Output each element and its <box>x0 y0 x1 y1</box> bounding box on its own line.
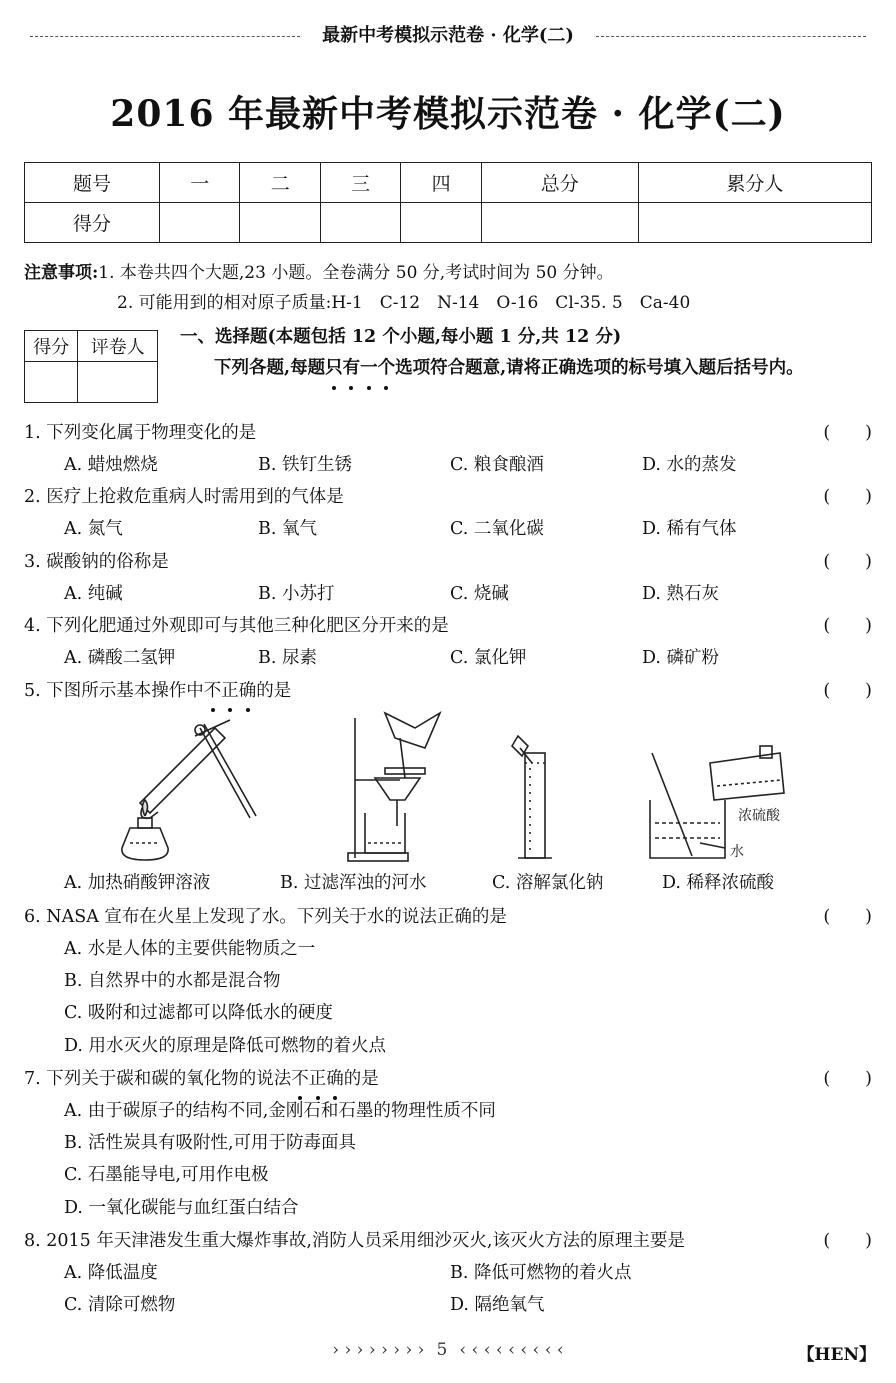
footer-arrows-left: › › › › › › › › <box>332 1340 425 1360</box>
option[interactable]: C. 清除可燃物 <box>64 1295 176 1315</box>
instr-text: 下列各题,每题 <box>214 358 326 378</box>
label-water: 水 <box>730 844 744 860</box>
question-text: 1. 下列变化属于物理变化的是 <box>24 423 257 443</box>
question-text: 2. 医疗上抢救危重病人时需用到的气体是 <box>24 487 344 507</box>
option[interactable]: D. 水的蒸发 <box>642 455 737 475</box>
figure-d-dilution <box>650 746 784 858</box>
score-header-cell: 题号 <box>25 163 160 203</box>
page-number: 5 <box>436 1340 448 1360</box>
answer-blank[interactable]: ( ) <box>823 907 872 927</box>
emphasis-char: 不 <box>204 676 222 706</box>
option[interactable]: A. 磷酸二氢钾 <box>64 648 176 668</box>
notes-item: 1. 本卷共四个大题,23 小题。全卷满分 50 分,考试时间为 50 分钟。 <box>98 263 614 283</box>
option[interactable]: C. 粮食酿酒 <box>450 455 544 475</box>
grader-score-label: 得分 <box>25 331 78 362</box>
grader-box <box>24 330 158 403</box>
option[interactable]: C. 氯化钾 <box>450 648 527 668</box>
score-header-cell: 累分人 <box>638 163 871 203</box>
header-rule-right <box>596 36 866 37</box>
option[interactable]: D. 稀有气体 <box>642 519 737 539</box>
figure-a-heating <box>122 720 256 860</box>
emphasis-char: 一 <box>360 353 378 384</box>
score-row-label: 得分 <box>25 203 160 243</box>
instr-emphasis <box>325 358 395 378</box>
label-acid: 浓硫酸 <box>738 808 780 824</box>
question-3 <box>24 547 872 577</box>
score-cell[interactable] <box>240 203 320 243</box>
question-8 <box>24 1226 872 1256</box>
grader-score-cell[interactable] <box>25 362 78 403</box>
answer-blank[interactable]: ( ) <box>823 1231 872 1251</box>
answer-blank[interactable]: ( ) <box>823 552 872 572</box>
option[interactable]: A. 蜡烛燃烧 <box>64 455 158 475</box>
footer-arrows-right: ‹ ‹ ‹ ‹ ‹ ‹ ‹ ‹ ‹ <box>459 1340 564 1360</box>
option[interactable]: C. 石墨能导电,可用作电极 <box>64 1165 269 1185</box>
option[interactable]: D. 一氧化碳能与血红蛋白结合 <box>64 1198 299 1218</box>
score-header-cell: 三 <box>320 163 400 203</box>
question-text: 4. 下列化肥通过外观即可与其他三种化肥区分开来的是 <box>24 616 449 636</box>
option[interactable]: B. 尿素 <box>258 648 317 668</box>
page-title: 2016 年最新中考模拟示范卷 · 化学(二) <box>110 93 786 135</box>
instr-text: 选项符合题意,请将正确选项的标号填入题后括号内。 <box>395 358 804 378</box>
answer-blank[interactable]: ( ) <box>823 1069 872 1089</box>
question-4 <box>24 611 872 641</box>
answer-blank[interactable]: ( ) <box>823 616 872 636</box>
score-header-cell: 一 <box>160 163 240 203</box>
answer-blank[interactable]: ( ) <box>823 423 872 443</box>
option[interactable]: C. 溶解氯化钠 <box>492 873 604 893</box>
option[interactable]: C. 二氧化碳 <box>450 519 544 539</box>
grader-name-label: 评卷人 <box>78 331 158 362</box>
option[interactable]: B. 降低可燃物的着火点 <box>450 1263 632 1283</box>
emphasis-char: 只 <box>325 353 343 384</box>
option[interactable]: A. 由于碳原子的结构不同,金刚石和石墨的物理性质不同 <box>64 1101 496 1121</box>
option[interactable]: A. 水是人体的主要供能物质之一 <box>64 939 316 959</box>
page-footer <box>0 1340 896 1360</box>
option[interactable]: B. 自然界中的水都是混合物 <box>64 971 281 991</box>
emphasis-char: 正 <box>221 676 239 706</box>
score-header-cell: 总分 <box>481 163 638 203</box>
question-7 <box>24 1064 872 1094</box>
score-cell[interactable] <box>320 203 400 243</box>
question-text: 8. 2015 年天津港发生重大爆炸事故,消防人员采用细沙灭火,该灭火方法的原理主要是 <box>24 1231 685 1251</box>
score-value-row <box>25 203 872 243</box>
emphasis-char: 正 <box>309 1064 327 1094</box>
emphasis-char: 确 <box>326 1064 344 1094</box>
question-2 <box>24 482 872 512</box>
running-header <box>30 26 866 46</box>
question-text: 5. 下图所示基本操作中 <box>24 681 204 701</box>
question-text: 6. NASA 宣布在火星上发现了水。下列关于水的说法正确的是 <box>24 907 507 927</box>
question-text: 的是 <box>343 1069 379 1089</box>
option[interactable]: D. 熟石灰 <box>642 584 720 604</box>
option[interactable]: D. 用水灭火的原理是降低可燃物的着火点 <box>64 1036 387 1056</box>
option[interactable]: D. 磷矿粉 <box>642 648 720 668</box>
option[interactable]: C. 烧碱 <box>450 584 509 604</box>
section-instructions <box>180 353 870 384</box>
emphasis-char: 不 <box>291 1064 309 1094</box>
question-text: 的是 <box>256 681 292 701</box>
answer-blank[interactable]: ( ) <box>823 487 872 507</box>
figure-captions <box>64 868 864 898</box>
emphasis-char: 个 <box>378 353 396 384</box>
option[interactable]: C. 吸附和过滤都可以降低水的硬度 <box>64 1003 333 1023</box>
score-header-cell: 四 <box>401 163 481 203</box>
option[interactable]: B. 氧气 <box>258 519 317 539</box>
score-cell[interactable] <box>481 203 638 243</box>
notes-label: 注意事项: <box>24 263 99 283</box>
section-title: 一、选择题(本题包括 12 个小题,每小题 1 分,共 12 分) <box>180 327 622 347</box>
figure-b-filtration <box>348 713 440 861</box>
score-cell[interactable] <box>401 203 481 243</box>
question-text: 7. 下列关于碳和碳的氧化物的说法 <box>24 1069 292 1089</box>
running-title: 最新中考模拟示范卷 · 化学(二) <box>322 25 574 46</box>
option[interactable]: B. 铁钉生锈 <box>258 455 352 475</box>
option[interactable]: A. 纯碱 <box>64 584 123 604</box>
question-text: 3. 碳酸钠的俗称是 <box>24 552 169 572</box>
grader-name-cell[interactable] <box>78 362 158 403</box>
notes-item: 2. 可能用到的相对原子质量:H-1 C-12 N-14 O-16 Cl-35. 5 Ca-40 <box>117 293 691 313</box>
emphasis-char: 有 <box>343 353 361 384</box>
question-1 <box>24 418 872 448</box>
question-6 <box>24 902 872 932</box>
lab-figure <box>100 708 820 868</box>
emphasis-char: 确 <box>239 676 257 706</box>
section-heading <box>180 322 870 384</box>
notes <box>24 258 690 318</box>
option[interactable]: B. 小苏打 <box>258 584 335 604</box>
question-5 <box>24 676 872 706</box>
option[interactable]: A. 降低温度 <box>64 1263 158 1283</box>
region-badge: 【HEN】 <box>797 1345 876 1365</box>
score-cell[interactable] <box>160 203 240 243</box>
option[interactable]: A. 氮气 <box>64 519 123 539</box>
score-header-cell: 二 <box>240 163 320 203</box>
option[interactable]: D. 稀释浓硫酸 <box>662 873 775 893</box>
question-emphasis <box>204 681 257 701</box>
option[interactable]: B. 过滤浑浊的河水 <box>280 873 427 893</box>
option[interactable]: A. 加热硝酸钾溶液 <box>64 873 211 893</box>
score-table <box>24 162 872 243</box>
figure-c-cylinder <box>512 736 552 858</box>
score-cell[interactable] <box>638 203 871 243</box>
question-emphasis <box>291 1069 344 1089</box>
score-header-row <box>25 163 872 203</box>
option[interactable]: D. 隔绝氧气 <box>450 1295 545 1315</box>
answer-blank[interactable]: ( ) <box>823 681 872 701</box>
option[interactable]: B. 活性炭具有吸附性,可用于防毒面具 <box>64 1133 357 1153</box>
